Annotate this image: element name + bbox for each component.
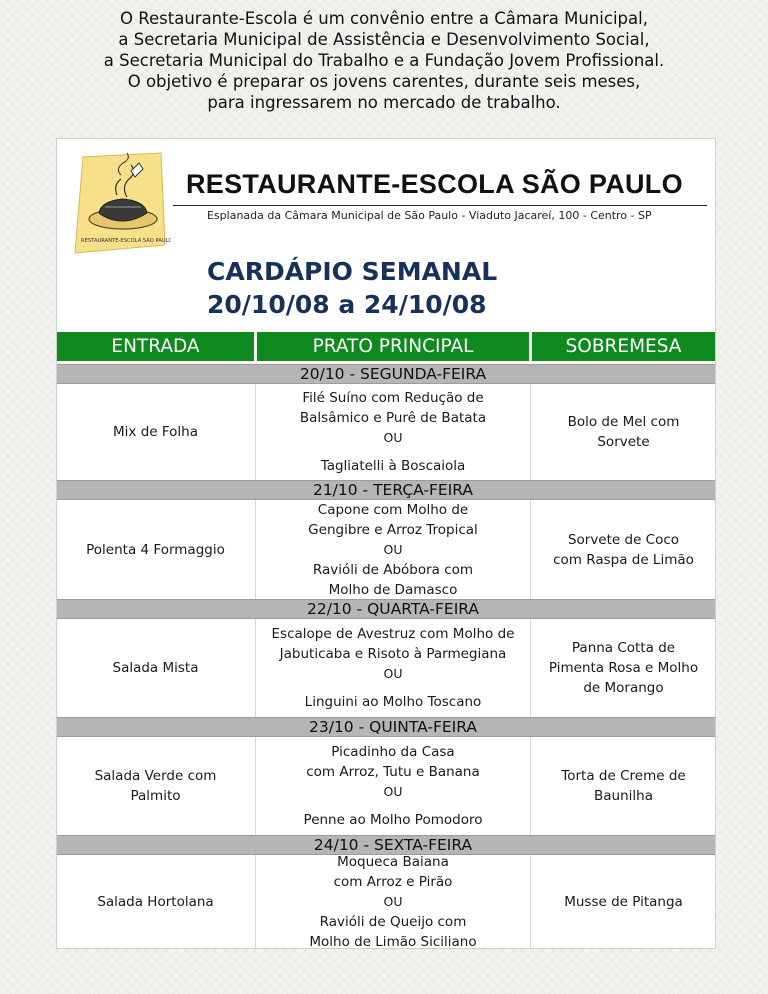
- menu-title-line: CARDÁPIO SEMANAL: [207, 257, 498, 286]
- sobremesa-line: Sorvete de Coco: [567, 531, 680, 548]
- intro-line: a Secretaria Municipal do Trabalho e a Fundação Jovem Profissional.: [103, 51, 665, 70]
- day-label: 22/10 - QUARTA-FEIRA: [306, 600, 480, 618]
- sobremesa-line: de Morango: [583, 680, 664, 696]
- day-label: 23/10 - QUINTA-FEIRA: [309, 718, 477, 736]
- entrada-dish-text: Salada Verde com Palmito: [94, 768, 217, 804]
- or-separator: OU: [383, 784, 403, 799]
- restaurant-logo: [65, 149, 171, 261]
- or-separator: OU: [383, 430, 403, 445]
- day-header-bar: [57, 480, 715, 500]
- or-separator: OU: [383, 666, 403, 681]
- sobremesa-line: Sorvete: [597, 434, 650, 450]
- title-divider: [173, 205, 707, 206]
- column-header-prato-principal: PRATO PRINCIPAL: [257, 332, 529, 361]
- column-divider: [255, 384, 256, 480]
- restaurant-address: Esplanada da Câmara Municipal de São Paulo - Viaduto Jacareí, 100 - Centro - SP: [207, 209, 652, 222]
- column-header-entrada: ENTRADA: [57, 332, 254, 361]
- sobremesa-dish: [532, 384, 715, 480]
- entrada-dish-text: Mix de Folha: [113, 424, 198, 440]
- restaurant-title: RESTAURANTE-ESCOLA SÃO PAULO: [186, 169, 683, 199]
- sobremesa-dish: [532, 619, 715, 717]
- prato-option-a-line: Jabuticaba e Risoto à Parmegiana: [279, 646, 507, 662]
- or-separator: OU: [383, 894, 403, 909]
- menu-card: [56, 138, 716, 949]
- prato-option-a-line: Filé Suíno com Redução de: [302, 390, 484, 406]
- sobremesa-line: Baunilha: [594, 788, 653, 804]
- entrada-dish: [57, 384, 254, 480]
- prato-principal-options: [257, 500, 529, 599]
- day-label: 21/10 - TERÇA-FEIRA: [312, 481, 474, 499]
- entrada-dish: [57, 619, 254, 717]
- column-header-sobremesa: SOBREMESA: [532, 332, 715, 361]
- day-header-bar: [57, 717, 715, 737]
- sobremesa-line: Musse de Pitanga: [564, 894, 683, 910]
- intro-line: O Restaurante-Escola é um convênio entre a Câmara Municipal,: [120, 9, 648, 28]
- column-divider: [530, 500, 531, 599]
- prato-option-a-line: Moqueca Baiana: [337, 854, 449, 870]
- chef-pot-logo-icon: [65, 149, 171, 261]
- entrada-dish: [57, 855, 254, 949]
- column-divider: [255, 500, 256, 599]
- day-header-bar: [57, 599, 715, 619]
- column-divider: [255, 855, 256, 949]
- prato-option-a-line: com Arroz, Tutu e Banana: [306, 764, 480, 780]
- prato-principal-options: [257, 855, 529, 949]
- menu-title: [207, 255, 527, 321]
- prato-option-b-line: Penne ao Molho Pomodoro: [303, 812, 483, 828]
- sobremesa-dish: [532, 855, 715, 949]
- menu-date-range: 20/10/08 a 24/10/08: [207, 290, 487, 319]
- column-divider: [530, 384, 531, 480]
- intro-text: [0, 8, 768, 113]
- sobremesa-line: com Raspa de Limão: [553, 551, 694, 568]
- prato-option-b-line: Ravióli de Queijo com: [319, 914, 467, 930]
- sobremesa-line: Torta de Creme de: [561, 768, 686, 784]
- prato-principal-options: [257, 384, 529, 480]
- column-divider: [530, 619, 531, 717]
- prato-option-a-line: Balsâmico e Purê de Batata: [299, 410, 487, 426]
- prato-option-a-line: Picadinho da Casa: [331, 744, 455, 760]
- or-separator: OU: [383, 541, 403, 557]
- day-label: 24/10 - SEXTA-FEIRA: [313, 836, 473, 854]
- column-divider: [530, 737, 531, 835]
- prato-option-a-line: Escalope de Avestruz com Molho de: [271, 626, 515, 642]
- prato-option-a-line: Capone com Molho de: [317, 501, 469, 518]
- prato-option-b-line: Molho de Limão Siciliano: [309, 934, 477, 950]
- entrada-dish-text: Salada Mista: [112, 660, 199, 676]
- entrada-dish-text: Salada Hortolana: [97, 894, 214, 910]
- sobremesa-dish: [532, 500, 715, 599]
- entrada-dish: [57, 737, 254, 835]
- sobremesa-line: Panna Cotta de: [571, 640, 676, 656]
- column-divider: [255, 619, 256, 717]
- column-divider: [255, 737, 256, 835]
- column-divider: [530, 855, 531, 949]
- intro-line: para ingressarem no mercado de trabalho.: [207, 93, 561, 112]
- intro-line: a Secretaria Municipal de Assistência e Desenvolvimento Social,: [118, 30, 650, 49]
- sobremesa-line: Bolo de Mel com: [567, 414, 680, 430]
- day-label: 20/10 - SEGUNDA-FEIRA: [299, 365, 487, 383]
- entrada-dish: [57, 500, 254, 599]
- prato-principal-options: [257, 737, 529, 835]
- sobremesa-dish: [532, 737, 715, 835]
- day-header-bar: [57, 364, 715, 384]
- intro-line: O objetivo é preparar os jovens carentes, durante seis meses,: [127, 72, 641, 91]
- prato-option-a-line: Gengibre e Arroz Tropical: [308, 521, 478, 538]
- prato-option-b-line: Ravióli de Abóbora com: [312, 561, 474, 578]
- logo-caption: RESTAURANTE-ESCOLA SÃO PAULO: [81, 238, 171, 244]
- entrada-dish-text: Polenta 4 Formaggio: [86, 541, 225, 558]
- prato-option-b-line: Molho de Damasco: [328, 581, 458, 598]
- prato-principal-options: [257, 619, 529, 717]
- sobremesa-line: Pimenta Rosa e Molho: [548, 660, 699, 676]
- prato-option-b-line: Linguini ao Molho Toscano: [304, 694, 482, 710]
- prato-option-a-line: com Arroz e Pirão: [333, 874, 453, 890]
- prato-option-b-line: Tagliatelli à Boscaiola: [320, 458, 466, 474]
